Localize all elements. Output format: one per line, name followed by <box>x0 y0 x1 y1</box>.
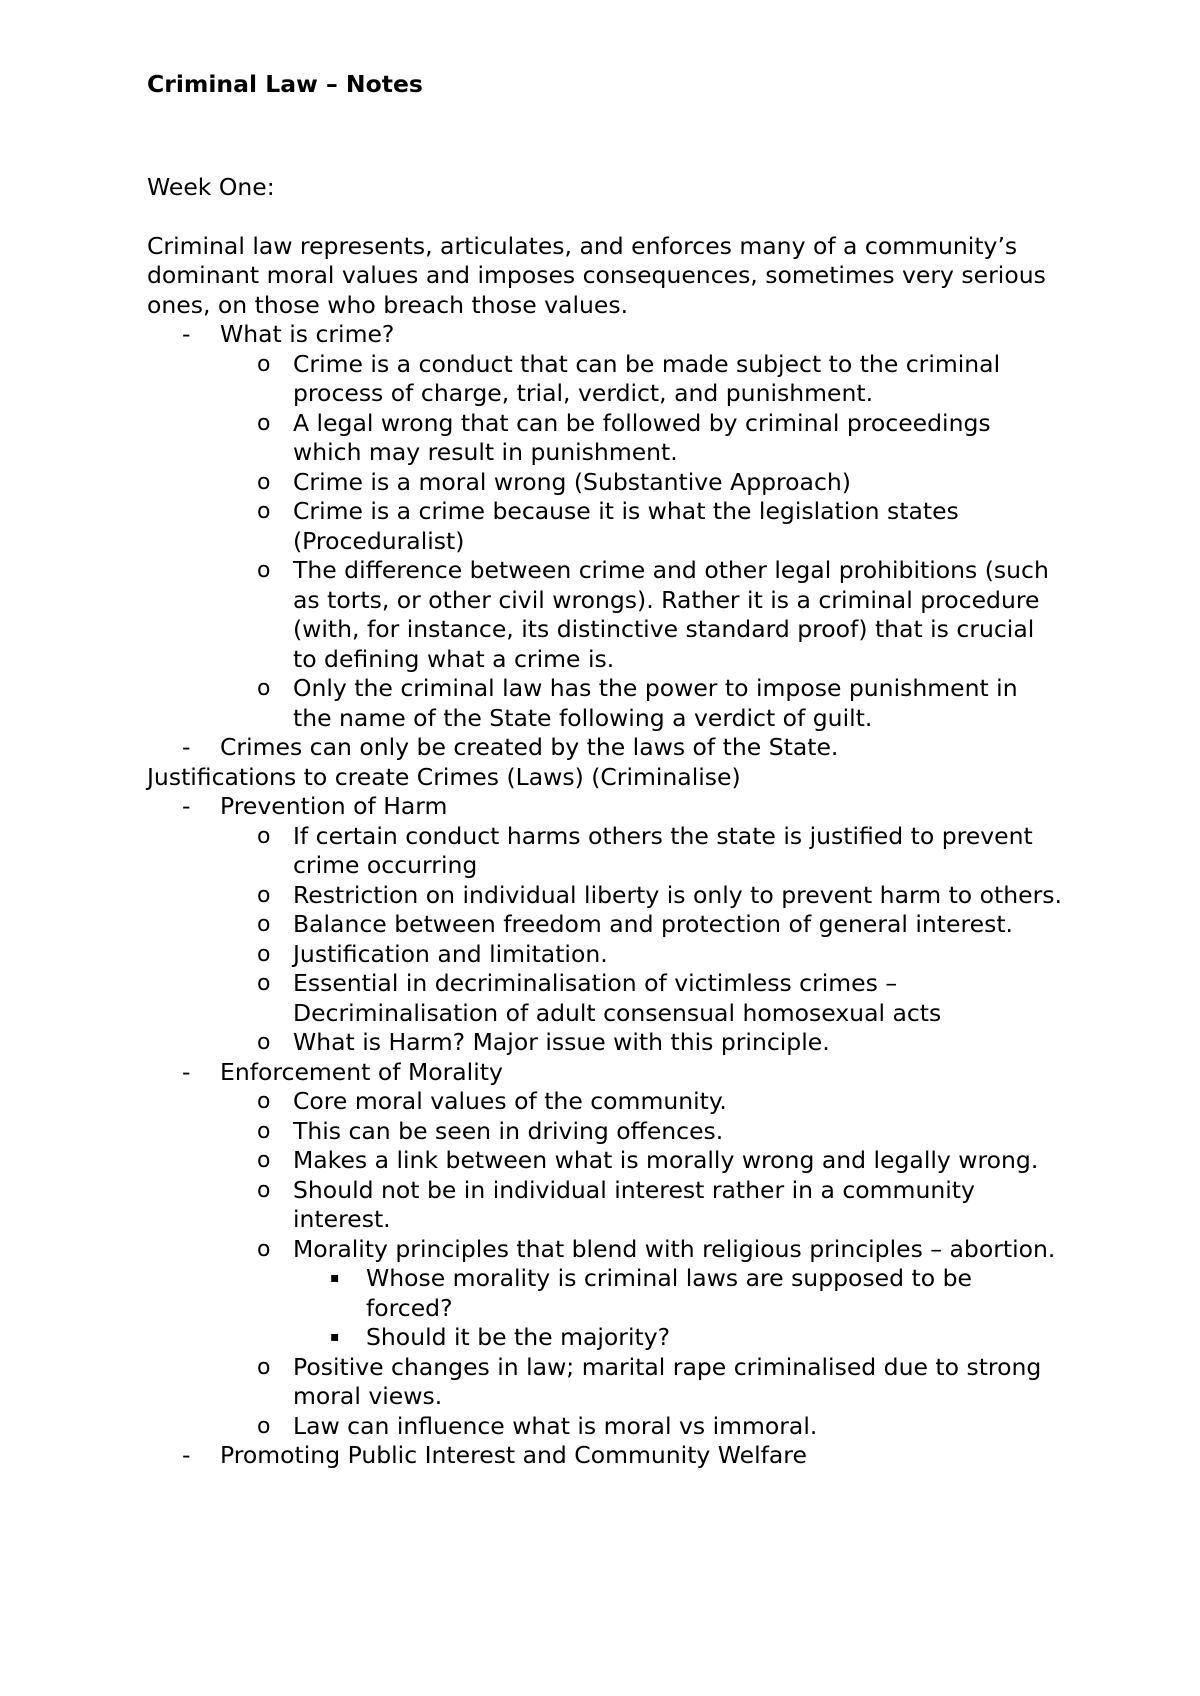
list-item <box>147 940 1107 970</box>
square-bullet: ▪ <box>330 1329 340 1345</box>
list-item-text: Core moral values of the community. <box>293 1087 727 1115</box>
sublist <box>220 1087 1107 1441</box>
list-item <box>147 1058 1107 1442</box>
list-item-text: Whose morality is criminal laws are supposed to be forced? <box>366 1264 972 1322</box>
list-item-text: What is Harm? Major issue with this principle. <box>293 1028 830 1056</box>
list-item <box>147 792 1107 1058</box>
circle-bullet: o <box>257 676 271 701</box>
section1-list <box>147 320 1107 763</box>
circle-bullet: o <box>257 1354 271 1380</box>
square-bullet: ▪ <box>330 1270 340 1286</box>
list-item <box>147 674 1107 733</box>
circle-bullet: o <box>257 971 271 996</box>
dash-bullet: - <box>182 1057 191 1086</box>
circle-bullet: o <box>257 1413 271 1439</box>
intro-paragraph: Criminal law represents, articulates, and enforces many of a community’s dominant moral values and imposes consequences, sometimes very serious ones, on those who breach those values. <box>147 231 1046 319</box>
list-item <box>147 497 1107 556</box>
list-item <box>147 1028 1107 1058</box>
list-item-text: Justification and limitation. <box>293 939 608 968</box>
list-item-text: Should not be in individual interest rather in a community interest. <box>293 1175 975 1233</box>
list-item <box>147 468 1107 498</box>
list-item-text: Morality principles that blend with religious principles – abortion. <box>293 1234 1056 1263</box>
document-title: Criminal Law – Notes <box>147 70 423 98</box>
circle-bullet: o <box>257 499 271 524</box>
circle-bullet: o <box>257 882 271 908</box>
list-item <box>147 881 1107 911</box>
section2-list <box>147 792 1107 1471</box>
circle-bullet: o <box>257 351 271 377</box>
list-item <box>147 822 1107 881</box>
sublist <box>220 822 1107 1058</box>
circle-bullet: o <box>257 912 271 937</box>
list-item <box>147 1323 1107 1353</box>
circle-bullet: o <box>257 558 271 583</box>
list-item-text: Law can influence what is moral vs immoral. <box>293 1411 818 1440</box>
list-item-text: Balance between freedom and protection of general interest. <box>293 910 1014 938</box>
list-item-text: Positive changes in law; marital rape criminalised due to strong moral views. <box>293 1352 1042 1410</box>
list-item-text: Should it be the majority? <box>366 1323 671 1351</box>
list-item <box>147 1087 1107 1117</box>
list-item-text: Only the criminal law has the power to impose punishment in the name of the State following a verdict of guilt. <box>293 674 1018 732</box>
list-item <box>147 1146 1107 1176</box>
list-item <box>147 1264 1107 1323</box>
list-item-text: If certain conduct harms others the state is justified to prevent crime occurring <box>293 821 1033 879</box>
list-item <box>147 969 1107 1028</box>
document-page <box>147 70 1107 1471</box>
list-item <box>147 733 1107 763</box>
list-item <box>147 556 1107 674</box>
list-item <box>147 1353 1107 1412</box>
dash-bullet: - <box>182 320 191 348</box>
circle-bullet: o <box>257 1030 271 1055</box>
list-item-text: This can be seen in driving offences. <box>293 1116 724 1145</box>
list-item <box>147 1176 1107 1235</box>
list-item <box>147 1441 1107 1471</box>
circle-bullet: o <box>257 1177 271 1203</box>
dash-bullet: - <box>182 792 191 820</box>
list-item <box>147 910 1107 940</box>
list-item-text: What is crime? <box>220 320 395 348</box>
list-item <box>147 320 1107 733</box>
list-item <box>147 350 1107 409</box>
list-item-text: Promoting Public Interest and Community Welfare <box>220 1441 807 1469</box>
circle-bullet: o <box>257 410 271 436</box>
list-item-text: Enforcement of Morality <box>220 1057 503 1086</box>
circle-bullet: o <box>257 1236 271 1262</box>
list-item <box>147 1117 1107 1147</box>
circle-bullet: o <box>257 1148 271 1173</box>
circle-bullet: o <box>257 941 271 967</box>
list-item-text: Crime is a crime because it is what the legislation states (Proceduralist) <box>293 497 959 555</box>
list-item-text: The difference between crime and other legal prohibitions (such as torts, or other civil wrongs). Rather it is a criminal procedure (with, for instance, its distinctive standard proof) that is crucial to defining what a crime is. <box>293 556 1049 673</box>
list-item <box>147 1412 1107 1442</box>
circle-bullet: o <box>257 1089 271 1114</box>
list-item-text: Makes a link between what is morally wrong and legally wrong. <box>293 1146 1039 1174</box>
list-item <box>147 409 1107 468</box>
list-item-text: A legal wrong that can be followed by criminal proceedings which may result in punishment. <box>293 408 991 466</box>
circle-bullet: o <box>257 469 271 495</box>
circle-bullet: o <box>257 823 271 849</box>
dash-bullet: - <box>182 1441 191 1469</box>
list-item-text: Crime is a conduct that can be made subject to the criminal process of charge, trial, verdict, and punishment. <box>293 349 1001 407</box>
list-item-text: Essential in decriminalisation of victimless crimes – Decriminalisation of adult consensual homosexual acts <box>293 969 942 1027</box>
list-item <box>147 1235 1107 1353</box>
list-item-text: Prevention of Harm <box>220 792 448 820</box>
circle-bullet: o <box>257 1118 271 1144</box>
sublist <box>220 350 1107 734</box>
list-item-text: Crimes can only be created by the laws of the State. <box>220 733 839 761</box>
list-item-text: Restriction on individual liberty is only to prevent harm to others. <box>293 880 1062 909</box>
section-heading: Justifications to create Crimes (Laws) (Criminalise) <box>147 762 741 791</box>
list-item-text: Crime is a moral wrong (Substantive Approach) <box>293 467 851 496</box>
sublist <box>293 1264 1107 1353</box>
week-heading: Week One: <box>147 172 275 201</box>
dash-bullet: - <box>182 733 191 761</box>
